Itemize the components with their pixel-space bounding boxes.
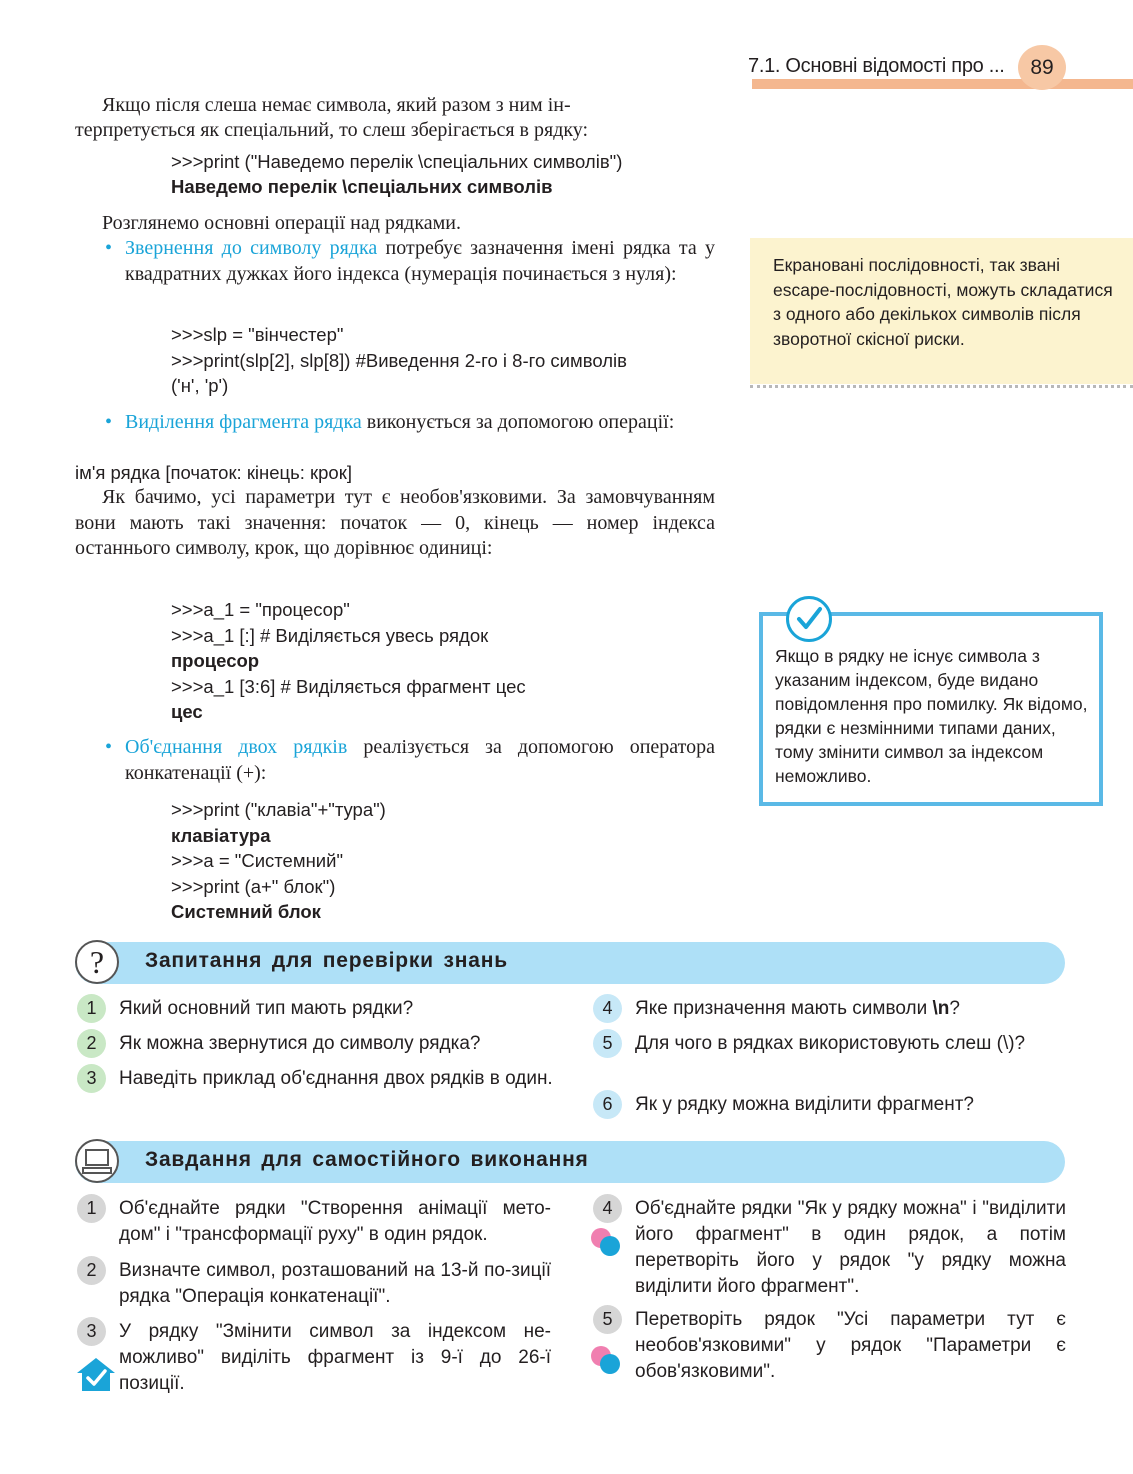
questions-title: Запитання для перевірки знань bbox=[145, 949, 508, 972]
question-number: 6 bbox=[593, 1090, 622, 1119]
code-line: >>>slp = "вінчестер" bbox=[171, 324, 344, 345]
question-number: 2 bbox=[77, 1029, 106, 1058]
check-icon bbox=[786, 596, 832, 642]
code-output: клавіатура bbox=[171, 824, 271, 846]
bullet-dot: • bbox=[105, 237, 113, 259]
task-number: 4 bbox=[593, 1194, 622, 1223]
code-line: >>>a = "Системний" bbox=[171, 850, 344, 871]
question-number: 5 bbox=[593, 1029, 622, 1058]
code-line: >>>print (a+" блок") bbox=[171, 875, 336, 897]
task-number: 2 bbox=[77, 1256, 106, 1285]
running-header: 7.1. Основні відомості про ... bbox=[748, 55, 1005, 77]
code-output: Системний блок bbox=[171, 901, 321, 922]
code-output: цес bbox=[171, 701, 203, 722]
task-text: Об'єднайте рядки "Як у рядку можна" і "виділити його фрагмент" в один рядок, а потім перетворіть його у рядок "у рядку можна виділити його фрагмент". bbox=[635, 1198, 1066, 1297]
question-text-part: Яке призначення мають символи bbox=[635, 998, 933, 1019]
task-text: У рядку "Змінити символ за індексом не-можливо" виділіть фрагмент із 9-ї до 26-ї позиції. bbox=[119, 1321, 551, 1394]
bullet-text: виконується за допомогою операції: bbox=[361, 411, 675, 433]
question-text-part: ? bbox=[949, 998, 960, 1019]
questions-header-bar bbox=[75, 942, 1065, 984]
paragraph-operations: Розглянемо основні операції над рядками. bbox=[102, 212, 461, 234]
question-text: Наведіть приклад об'єднання двох рядків в один. bbox=[119, 1068, 553, 1089]
bullet-dot: • bbox=[105, 411, 113, 433]
bullet-text: реалізується за допомогою оператора конкатенації (+): bbox=[125, 736, 715, 784]
code-line: >>>print(slp[2], slp[8]) #Виведення 2-го і 8-го символів bbox=[171, 349, 627, 371]
code-block-slp bbox=[171, 322, 627, 399]
tasks-header-bar bbox=[75, 1141, 1065, 1183]
term-char-access: Звернення до символу рядка bbox=[125, 237, 378, 259]
paragraph-escape-intro-line2: терпретується як спеціальний, то слеш зберігається в рядку: bbox=[75, 119, 589, 141]
code-line: >>>a_1 [:] # Виділяється увесь рядок bbox=[171, 624, 489, 646]
pair-work-icon bbox=[590, 1227, 620, 1257]
note-divider bbox=[750, 385, 1133, 388]
task-number: 5 bbox=[593, 1305, 622, 1334]
code-line: >>>a_1 = "процесор" bbox=[171, 599, 350, 620]
question-text: Для чого в рядках використовують слеш (\)? bbox=[635, 1033, 1026, 1054]
term-slicing: Виділення фрагмента рядка bbox=[125, 411, 362, 433]
task-text: Об'єднайте рядки "Створення анімації мето-дом" і "трансформації руху" в один рядок. bbox=[119, 1198, 551, 1245]
bullet-concat bbox=[105, 735, 715, 786]
task-text: Перетворіть рядок "Усі параметри тут є необов'язковими" у рядок "Параметри є обов'язковими". bbox=[635, 1309, 1066, 1382]
code-line: >>>print ("клавіа"+"тура") bbox=[171, 799, 386, 820]
sidebar-note-escape: Екрановані послідовності, так звані escape-послідовності, можуть складатися з одного або декількох символів після зворотної скісної риски. bbox=[750, 238, 1133, 384]
bullet-slicing bbox=[105, 410, 715, 436]
code-block-concat bbox=[171, 797, 386, 925]
question-number: 4 bbox=[593, 994, 622, 1023]
question-icon: ? bbox=[75, 940, 119, 984]
bullet-char-access bbox=[105, 236, 715, 287]
code-output: процесор bbox=[171, 650, 260, 671]
task-number: 3 bbox=[77, 1317, 106, 1346]
home-check-icon bbox=[75, 1355, 117, 1393]
code-line: ('н', 'р') bbox=[171, 375, 229, 396]
sidebar-note-index: Якщо в рядку не існує символа з указаним індексом, буде видано повідомлення про помилку. Як відомо, рядки є незмінними типами даних, тому змінити символ за індексом неможливо. bbox=[759, 612, 1103, 806]
question-text: Який основний тип мають рядки? bbox=[119, 998, 414, 1019]
pair-work-icon bbox=[590, 1345, 620, 1375]
task-number: 1 bbox=[77, 1194, 106, 1223]
question-text: Як можна звернутися до символу рядка? bbox=[119, 1033, 481, 1054]
code-line: >>>print ("Наведемо перелік \спеціальних символів") bbox=[171, 151, 623, 172]
page-number: 89 bbox=[1018, 45, 1066, 90]
paragraph-escape-intro-line1: Якщо після слеша немає символа, який разом з ним ін- bbox=[102, 94, 571, 116]
escape-symbol: \n bbox=[932, 998, 950, 1019]
code-output: Наведемо перелік \спеціальних символів bbox=[171, 176, 553, 197]
tasks-title: Завдання для самостійного виконання bbox=[145, 1148, 589, 1171]
question-text: Як у рядку можна виділити фрагмент? bbox=[635, 1094, 974, 1115]
paragraph-defaults: Як бачимо, усі параметри тут є необов'язковими. За замовчуванням вони мають такі значення: початок — 0, кінець — номер індекса останнього символу, крок, що дорівнює одиниці: bbox=[75, 486, 715, 559]
code-block-slicing bbox=[171, 597, 526, 725]
term-concat: Об'єднання двох рядків bbox=[125, 736, 348, 758]
question-number: 1 bbox=[77, 994, 106, 1023]
code-line: >>>a_1 [3:6] # Виділяється фрагмент цес bbox=[171, 675, 526, 697]
slice-syntax: ім'я рядка [початок: кінець: крок] bbox=[75, 462, 352, 483]
bullet-dot: • bbox=[105, 736, 113, 758]
header-rule bbox=[752, 79, 1133, 89]
task-text: Визначте символ, розташований на 13-й по-зиції рядка "Операція конкатенації". bbox=[119, 1260, 551, 1307]
bullet-text: потребує зазначення імені рядка та у квадратних дужках його індекса (нумерація починається з нуля): bbox=[125, 237, 715, 285]
question-text bbox=[635, 996, 1065, 1022]
computer-icon bbox=[75, 1139, 119, 1183]
question-number: 3 bbox=[77, 1064, 106, 1093]
